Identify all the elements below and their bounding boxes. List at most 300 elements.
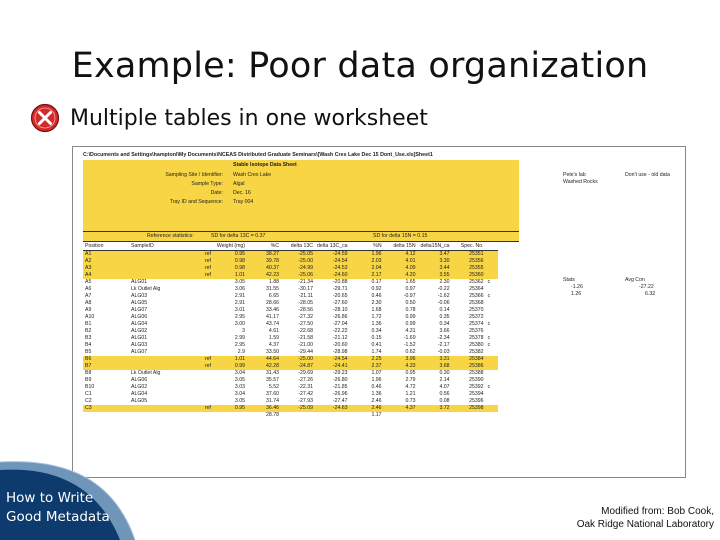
table-cell: 1.72	[371, 314, 382, 320]
table-row	[83, 356, 498, 363]
column-header	[195, 243, 213, 251]
table-row	[83, 405, 498, 412]
table-cell: 0.92	[371, 286, 382, 292]
table-cell: 4.37	[268, 342, 279, 348]
table-cell: -0.97	[403, 293, 416, 299]
table-cell: 4.01	[384, 258, 418, 265]
table-cell: 25396	[469, 398, 484, 404]
table-cell	[195, 342, 213, 349]
table-cell: -27.26	[298, 377, 313, 383]
table-cell	[486, 391, 498, 398]
table-cell: 0.95	[405, 370, 416, 376]
table-cell: -28.56	[298, 307, 313, 313]
table-cell: 3.01	[234, 307, 245, 313]
table-cell: 4.07	[439, 384, 450, 390]
metadata-header	[83, 160, 519, 240]
table-cell: 25378	[469, 335, 484, 341]
table-cell	[129, 356, 195, 363]
column-header: Spec. No.	[452, 243, 486, 251]
table-cell: 25392	[469, 384, 484, 390]
table-cell: -26.96	[332, 391, 348, 397]
table-row	[83, 335, 498, 342]
column-header: delta 13C	[281, 243, 315, 251]
slide-title: Example: Poor data organization	[71, 46, 649, 86]
table-cell: 0.99	[405, 314, 416, 320]
table-cell: B1	[85, 321, 92, 327]
table-cell: -0.06	[437, 300, 450, 306]
table-row	[83, 398, 498, 405]
table-cell: -21.11	[298, 293, 313, 299]
table-cell: 35.57	[266, 377, 279, 383]
table-cell: 25370	[469, 307, 484, 313]
table-cell: -1.62	[437, 293, 450, 299]
table-cell: 0.46	[371, 293, 382, 299]
table-cell: ALG04	[131, 391, 148, 397]
table-cell	[195, 314, 213, 321]
table-cell	[129, 265, 195, 272]
table-cell	[486, 377, 498, 384]
table-cell: -22.22	[332, 328, 348, 334]
reference-stats-row	[83, 231, 519, 242]
table-cell: 41.17	[266, 314, 279, 320]
table-cell: -27.50	[298, 321, 313, 327]
table-cell: -1.52	[403, 342, 416, 348]
table-cell: 3.06	[234, 286, 245, 292]
spreadsheet-image	[72, 146, 686, 478]
table-cell: 2.17	[350, 272, 384, 279]
table-cell: 0.98	[213, 265, 247, 272]
table-cell: 0.17	[371, 279, 382, 285]
table-cell: 0.15	[371, 335, 382, 341]
table-cell: -26.86	[332, 314, 348, 320]
table-row	[83, 293, 498, 300]
table-cell: ALG04	[131, 321, 148, 327]
table-cell: 3.72	[418, 405, 452, 412]
table-cell: 25394	[469, 391, 484, 397]
bullet-item	[30, 103, 428, 133]
table-cell: 2.37	[350, 363, 384, 370]
table-cell	[195, 307, 213, 314]
table-cell: 33.50	[266, 349, 279, 355]
table-cell: 3.44	[418, 265, 452, 272]
table-cell: 28.66	[266, 300, 279, 306]
table-cell	[486, 370, 498, 377]
footer-left	[6, 489, 110, 527]
table-cell: A10	[85, 314, 95, 320]
table-cell: -21.00	[298, 342, 313, 348]
table-cell	[195, 377, 213, 384]
column-header: Position	[83, 243, 129, 251]
table-cell: 4.37	[384, 405, 418, 412]
table-cell: -24.87	[281, 363, 315, 370]
table-cell	[195, 384, 213, 391]
table-cell: 37.60	[266, 391, 279, 397]
table-cell: -25.00	[281, 356, 315, 363]
table-cell: 1.21	[405, 391, 416, 397]
table-cell: C1	[85, 391, 92, 397]
table-cell	[129, 251, 195, 259]
table-cell: c	[487, 293, 491, 299]
table-row	[83, 251, 498, 259]
table-cell: 1.01	[213, 272, 247, 279]
table-cell	[486, 412, 498, 419]
side-stats-value: -1.26	[571, 284, 583, 290]
table-cell: -20.60	[332, 342, 348, 348]
table-cell: ALG03	[131, 342, 148, 348]
table-row	[83, 342, 498, 349]
header-value: Wash Cres Lake	[233, 172, 272, 178]
column-header: delta15N_ca	[418, 243, 452, 251]
table-cell: -29.44	[298, 349, 313, 355]
table-cell: 1.01	[213, 356, 247, 363]
header-label: Date:	[210, 190, 223, 196]
table-cell: 3.47	[418, 251, 452, 259]
column-header: SampleID	[129, 243, 195, 251]
table-cell: -21.85	[332, 384, 348, 390]
table-cell: c	[487, 279, 491, 285]
bullet-text: Multiple tables in one worksheet	[70, 105, 428, 131]
table-cell: 3.03	[234, 384, 245, 390]
table-cell: 25356	[452, 258, 486, 265]
ref-stats-label: Reference statistics:	[147, 233, 194, 239]
table-cell: 4.31	[405, 328, 416, 334]
table-cell	[486, 398, 498, 405]
table-cell: 36.46	[247, 405, 281, 412]
table-cell	[83, 412, 129, 419]
table-cell	[195, 286, 213, 293]
red-x-icon	[30, 103, 60, 133]
table-row	[83, 258, 498, 265]
table-cell: -21.34	[298, 279, 313, 285]
table-cell: -25.09	[281, 405, 315, 412]
table-row	[83, 286, 498, 293]
table-cell: -24.41	[315, 363, 350, 370]
table-cell: 38.27	[247, 251, 281, 259]
table-cell: -28.05	[298, 300, 313, 306]
table-cell: B5	[85, 349, 92, 355]
table-cell: -24.59	[315, 251, 350, 259]
table-cell: 0.50	[405, 300, 416, 306]
table-cell: 0.30	[439, 370, 450, 376]
table-cell: 0.34	[371, 328, 382, 334]
table-cell: 2.91	[234, 293, 245, 299]
table-cell: -25.05	[281, 251, 315, 259]
table-cell: A7	[85, 293, 92, 299]
table-cell: -24.53	[315, 265, 350, 272]
table-cell: 25398	[452, 405, 486, 412]
header-value: Dec. 16	[233, 190, 251, 196]
table-cell: -21.12	[332, 335, 348, 341]
table-header-row	[83, 243, 498, 251]
table-cell: -0.22	[437, 286, 450, 292]
credit	[577, 505, 714, 531]
table-cell: 42.23	[247, 272, 281, 279]
table-cell: 0.95	[213, 405, 247, 412]
table-cell: 0.08	[439, 398, 450, 404]
table-row	[83, 265, 498, 272]
table-cell: -30.17	[298, 286, 313, 292]
header-value: Tray 004	[233, 199, 254, 205]
table-cell: 31.55	[266, 286, 279, 292]
table-cell: 0.35	[439, 314, 450, 320]
table-cell: c	[487, 342, 491, 348]
table-cell	[486, 356, 498, 363]
table-cell: B6	[83, 356, 129, 363]
table-row	[83, 412, 498, 419]
table-cell: A2	[83, 258, 129, 265]
table-cell	[486, 328, 498, 335]
column-header: delta 15N	[384, 243, 418, 251]
table-cell: B10	[85, 384, 95, 390]
table-cell: 2.79	[405, 377, 416, 383]
table-cell: 40.37	[247, 265, 281, 272]
table-cell	[129, 363, 195, 370]
table-cell: -28.10	[332, 307, 348, 313]
table-cell: -27.47	[332, 398, 348, 404]
table-cell	[486, 286, 498, 293]
table-cell: A4	[83, 272, 129, 279]
side-note: Washed Rocks	[563, 179, 598, 185]
table-cell: A1	[83, 251, 129, 259]
table-cell: 1.36	[371, 391, 382, 397]
table-cell: -24.99	[281, 265, 315, 272]
table-cell: -24.54	[315, 356, 350, 363]
header-value: Algal	[233, 181, 245, 187]
table-cell: ref	[195, 405, 213, 412]
table-cell: B4	[85, 342, 92, 348]
table-row	[83, 279, 498, 286]
table-cell	[315, 412, 350, 419]
table-cell: 3.55	[418, 272, 452, 279]
table-cell	[486, 258, 498, 265]
table-cell: 2.9	[237, 349, 245, 355]
table-cell	[281, 412, 315, 419]
side-stats-value: 1.26	[571, 291, 582, 297]
table-cell	[486, 349, 498, 356]
table-cell	[418, 412, 452, 419]
table-cell: A5	[85, 279, 92, 285]
table-cell: 3.68	[418, 363, 452, 370]
table-cell: 2.95	[234, 342, 245, 348]
table-row	[83, 363, 498, 370]
table-cell: ref	[195, 251, 213, 259]
table-cell: 25362	[469, 279, 484, 285]
table-cell: 0.62	[405, 349, 416, 355]
table-cell: 3.30	[418, 258, 452, 265]
ref-sd-n: SD for delta 15N = 0.15	[373, 233, 428, 239]
table-cell: 3.66	[439, 328, 450, 334]
table-cell: 1.68	[371, 307, 382, 313]
table-cell	[195, 335, 213, 342]
table-row	[83, 300, 498, 307]
table-cell	[486, 300, 498, 307]
table-cell: B7	[83, 363, 129, 370]
table-cell: c	[487, 335, 491, 341]
table-cell: -27.04	[332, 321, 348, 327]
table-cell: 0.56	[439, 391, 450, 397]
table-cell	[195, 370, 213, 377]
table-cell: -2.34	[437, 335, 450, 341]
table-cell: 3.05	[234, 377, 245, 383]
table-cell: 2.95	[234, 314, 245, 320]
table-cell: 25382	[469, 349, 484, 355]
table-row	[83, 384, 498, 391]
isotope-data-table	[83, 243, 498, 419]
table-cell: 1.59	[268, 335, 279, 341]
table-cell: ref	[195, 272, 213, 279]
table-cell: 4.09	[384, 265, 418, 272]
table-cell: -22.31	[298, 384, 313, 390]
table-cell: 0.97	[405, 286, 416, 292]
table-cell	[486, 251, 498, 259]
header-label: Sampling Site / Identifier:	[165, 172, 223, 178]
side-stats-value: -27.22	[639, 284, 654, 290]
table-cell: 0.95	[213, 251, 247, 259]
table-cell: 25376	[469, 328, 484, 334]
table-cell	[129, 258, 195, 265]
footer-line: How to Write	[6, 490, 94, 506]
table-row	[83, 377, 498, 384]
table-row	[83, 321, 498, 328]
table-cell: 3.00	[234, 321, 245, 327]
table-cell: C3	[83, 405, 129, 412]
table-cell: 25388	[469, 370, 484, 376]
table-cell: 25384	[452, 356, 486, 363]
header-label: Sample Type:	[191, 181, 223, 187]
table-cell	[195, 412, 213, 419]
table-cell: B9	[85, 377, 92, 383]
table-cell: 2.25	[350, 356, 384, 363]
table-cell	[486, 405, 498, 412]
credit-line: Oak Ridge National Laboratory	[576, 519, 714, 530]
table-cell: ALG03	[131, 293, 148, 299]
table-cell: 3.05	[234, 398, 245, 404]
table-cell: 0.98	[213, 258, 247, 265]
table-cell	[195, 293, 213, 300]
table-row	[83, 307, 498, 314]
table-cell: ALG01	[131, 335, 148, 341]
table-row	[83, 272, 498, 279]
table-cell: 1.88	[268, 279, 279, 285]
file-path: C:\Documents and Settings\hamptonl\My Documents\NCEAS Distributed Graduate Seminars\[Wash Cres Lake Dec 15 Dont_Use.xls]Sheet1	[83, 152, 433, 158]
column-header: %N	[350, 243, 384, 251]
table-cell	[486, 272, 498, 279]
table-cell: 31.43	[266, 370, 279, 376]
table-cell: -26.80	[332, 377, 348, 383]
table-cell	[195, 328, 213, 335]
table-cell: 2.14	[439, 377, 450, 383]
table-cell: -29.69	[298, 370, 313, 376]
table-row	[83, 328, 498, 335]
table-cell	[129, 272, 195, 279]
table-cell	[195, 398, 213, 405]
table-cell: 3.04	[234, 391, 245, 397]
table-cell: A8	[85, 300, 92, 306]
table-cell: -1.69	[403, 335, 416, 341]
table-cell	[129, 405, 195, 412]
table-cell: ALG07	[131, 307, 148, 313]
header-label: Tray ID and Sequence:	[169, 199, 223, 205]
table-cell: 25364	[469, 286, 484, 292]
table-cell: -25.00	[281, 258, 315, 265]
table-cell: B8	[85, 370, 92, 376]
table-cell: -24.54	[315, 258, 350, 265]
table-cell: 39.78	[247, 258, 281, 265]
column-header: Weight (mg)	[213, 243, 247, 251]
table-cell: -0.03	[437, 349, 450, 355]
table-cell: ALG01	[131, 279, 148, 285]
table-cell: 1.65	[405, 279, 416, 285]
table-cell: -27.60	[332, 300, 348, 306]
table-cell: ref	[195, 258, 213, 265]
table-cell: 42.28	[247, 363, 281, 370]
table-cell: 25372	[469, 314, 484, 320]
table-cell: 25386	[452, 363, 486, 370]
table-cell: 25368	[469, 300, 484, 306]
table-cell: 0.14	[439, 307, 450, 313]
table-cell: -2.17	[437, 342, 450, 348]
table-cell	[486, 265, 498, 272]
table-cell: 4.20	[384, 272, 418, 279]
table-cell: 25390	[469, 377, 484, 383]
table-cell	[195, 279, 213, 286]
table-cell	[195, 300, 213, 307]
table-cell: 2.91	[234, 300, 245, 306]
table-cell	[213, 412, 247, 419]
table-cell: 3.96	[384, 356, 418, 363]
table-cell: 25355	[452, 265, 486, 272]
table-cell: 2.46	[371, 398, 382, 404]
credit-line: Modified from: Bob Cook,	[601, 506, 714, 517]
table-cell: A6	[85, 286, 92, 292]
column-header: %C	[247, 243, 281, 251]
table-cell: 5.52	[268, 384, 279, 390]
table-cell	[195, 349, 213, 356]
table-cell: 1.74	[371, 349, 382, 355]
table-cell: 2.03	[350, 258, 384, 265]
table-cell: 0.41	[371, 342, 382, 348]
table-cell	[486, 314, 498, 321]
table-cell: -24.63	[315, 405, 350, 412]
table-cell: B3	[85, 335, 92, 341]
table-cell: -29.71	[332, 286, 348, 292]
table-row	[83, 391, 498, 398]
header-title: Stable Isotope Data Sheet	[233, 162, 297, 168]
table-cell: -22.68	[298, 328, 313, 334]
table-cell: 3.31	[418, 356, 452, 363]
table-cell	[129, 412, 195, 419]
side-note: Don't use - old data	[625, 172, 670, 178]
table-cell: -24.60	[315, 272, 350, 279]
table-cell: 0.99	[213, 363, 247, 370]
table-cell: 3	[242, 328, 245, 334]
table-cell: A3	[83, 265, 129, 272]
ref-sd-c: SD for delta 13C = 0.37	[211, 233, 266, 239]
table-cell: 4.12	[384, 251, 418, 259]
table-cell: 25374	[469, 321, 484, 327]
side-note: Pete's lab	[563, 172, 586, 178]
table-cell: 1.36	[371, 321, 382, 327]
table-cell: 4.72	[405, 384, 416, 390]
table-cell	[486, 363, 498, 370]
table-cell: 31.74	[266, 398, 279, 404]
table-row	[83, 370, 498, 377]
table-cell: 2.99	[234, 335, 245, 341]
table-cell: 6.65	[268, 293, 279, 299]
table-cell: ALG05	[131, 300, 148, 306]
table-cell: 43.74	[266, 321, 279, 327]
side-stats-value: 6.32	[645, 291, 656, 297]
